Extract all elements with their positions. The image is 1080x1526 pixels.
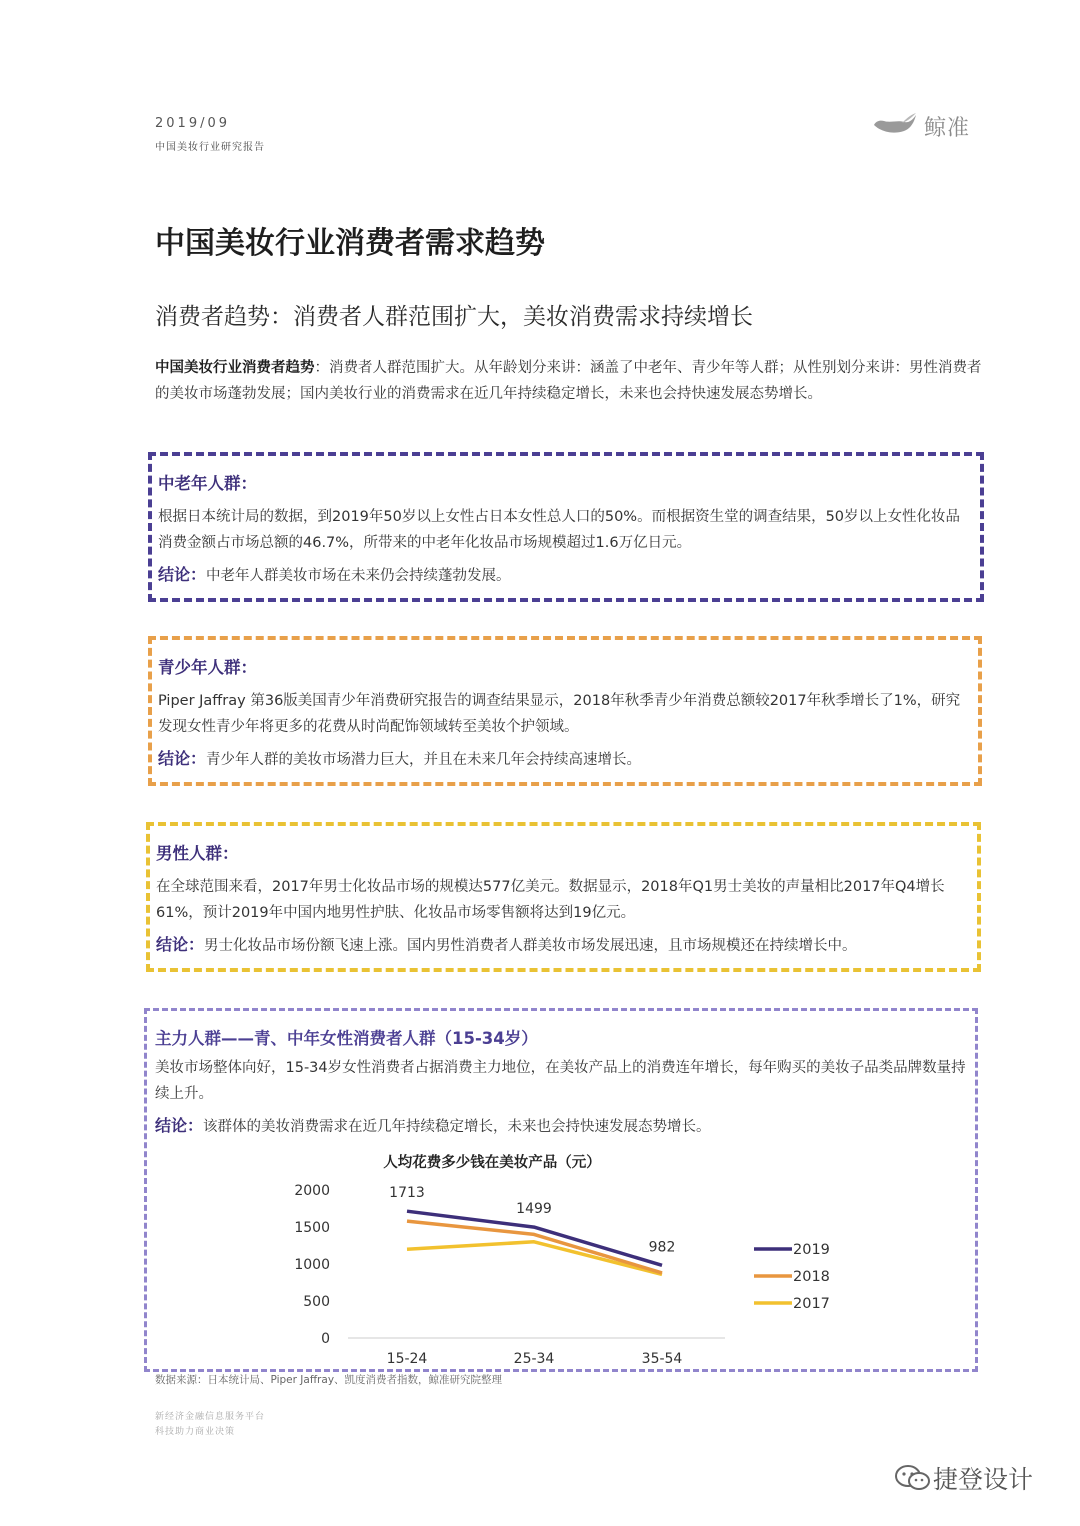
y-tick-label: 1500: [294, 1220, 330, 1236]
data-source: 数据来源：日本统计局、Piper Jaffray、凯度消费者指数，鲸准研究院整理: [155, 1374, 503, 1386]
section-youth: [148, 636, 982, 786]
y-tick-label: 0: [321, 1331, 330, 1347]
series-line-2019: [407, 1211, 662, 1265]
conclusion-text: 中老年人群美妆市场在未来仍会持续蓬勃发展。: [206, 568, 511, 584]
section-body: 根据日本统计局的数据，到2019年50岁以上女性占日本女性总人口的50%。而根据资生堂的调查结果，50岁以上女性化妆品消费金额占市场总额的46.7%，所带来的中老年化妆品市场规模超过1.6万亿日元。: [158, 509, 961, 551]
series-line-2017: [407, 1242, 662, 1275]
conclusion-label: 结论：: [156, 935, 205, 954]
footer-line-2: 科技助力商业决策: [155, 1427, 236, 1437]
conclusion-label: 结论：: [158, 565, 207, 584]
conclusion-label: 结论：: [155, 1116, 204, 1135]
legend-label: 2017: [793, 1296, 830, 1312]
legend-label: 2018: [793, 1269, 830, 1285]
page-subtitle: 消费者趋势：消费者人群范围扩大，美妆消费需求持续增长: [155, 304, 753, 330]
logo-text: 鲸准: [924, 115, 971, 141]
section-heading: 中老年人群：: [158, 474, 257, 493]
report-date: 2019/09: [155, 116, 231, 131]
wechat-icon: [893, 1463, 933, 1493]
section-middle-aged: [148, 452, 984, 602]
section-heading: 主力人群——青、中年女性消费者人群（15-34岁）: [155, 1029, 538, 1048]
section-heading: 青少年人群：: [158, 658, 257, 677]
y-tick-label: 500: [303, 1294, 330, 1310]
section-conclusion: [158, 746, 972, 773]
chart-title: 人均花费多少钱在美妆产品（元）: [383, 1155, 601, 1171]
y-tick-label: 2000: [294, 1183, 330, 1199]
whale-icon: [872, 111, 918, 141]
data-label: 982: [648, 1239, 676, 1256]
x-tick-label: 15-24: [386, 1351, 428, 1367]
spending-line-chart: [270, 1145, 850, 1370]
y-tick-label: 1000: [294, 1257, 330, 1273]
conclusion-label: 结论：: [158, 749, 207, 768]
x-tick-label: 35-54: [641, 1351, 683, 1367]
intro-paragraph: [155, 355, 983, 407]
intro-text: ：消费者人群范围扩大。从年龄划分来讲：涵盖了中老年、青少年等人群；从性别划分来讲：男性消费者的美妆市场蓬勃发展；国内美妆行业的消费需求在近几年持续稳定增长，未来也会持快速发展态势增长。: [155, 360, 982, 402]
conclusion-text: 男士化妆品市场份额飞速上涨。国内男性消费者人群美妆市场发展迅速，且市场规模还在持续增长中。: [204, 938, 857, 954]
watermark-text: 捷登设计: [933, 1465, 1034, 1494]
section-body: 美妆市场整体向好，15-34岁女性消费者占据消费主力地位，在美妆产品上的消费连年增长，每年购买的美妆子品类品牌数量持续上升。: [155, 1060, 966, 1102]
conclusion-text: 青少年人群的美妆市场潜力巨大，并且在未来几年会持续高速增长。: [206, 752, 642, 768]
report-name: 中国美妆行业研究报告: [155, 142, 265, 153]
section-body: 在全球范围来看，2017年男士化妆品市场的规模达577亿美元。数据显示，2018年Q1男士美妆的声量相比2017年Q4增长61%，预计2019年中国内地男性护肤、化妆品市场零售额将达到19亿元。: [156, 879, 945, 921]
brand-logo: [872, 106, 982, 146]
watermark: [893, 1460, 1033, 1496]
x-tick-label: 25-34: [513, 1351, 555, 1367]
data-label: 1499: [516, 1201, 552, 1218]
section-male: [146, 822, 981, 972]
data-label: 1713: [389, 1185, 425, 1202]
section-conclusion: [155, 1113, 967, 1140]
intro-lead: 中国美妆行业消费者趋势: [155, 360, 315, 376]
section-body: Piper Jaffray 第36版美国青少年消费研究报告的调查结果显示，2018年秋季青少年消费总额较2017年秋季增长了1%，研究发现女性青少年将更多的花费从时尚配饰领域转至美妆个护领域。: [158, 693, 961, 735]
conclusion-text: 该群体的美妆消费需求在近几年持续稳定增长，未来也会持快速发展态势增长。: [203, 1119, 711, 1135]
legend-label: 2019: [793, 1242, 830, 1258]
section-conclusion: [156, 932, 971, 959]
section-conclusion: [158, 562, 974, 589]
page-title: 中国美妆行业消费者需求趋势: [155, 226, 545, 261]
section-heading: 男性人群：: [156, 844, 239, 863]
footer-line-1: 新经济金融信息服务平台: [155, 1412, 266, 1422]
